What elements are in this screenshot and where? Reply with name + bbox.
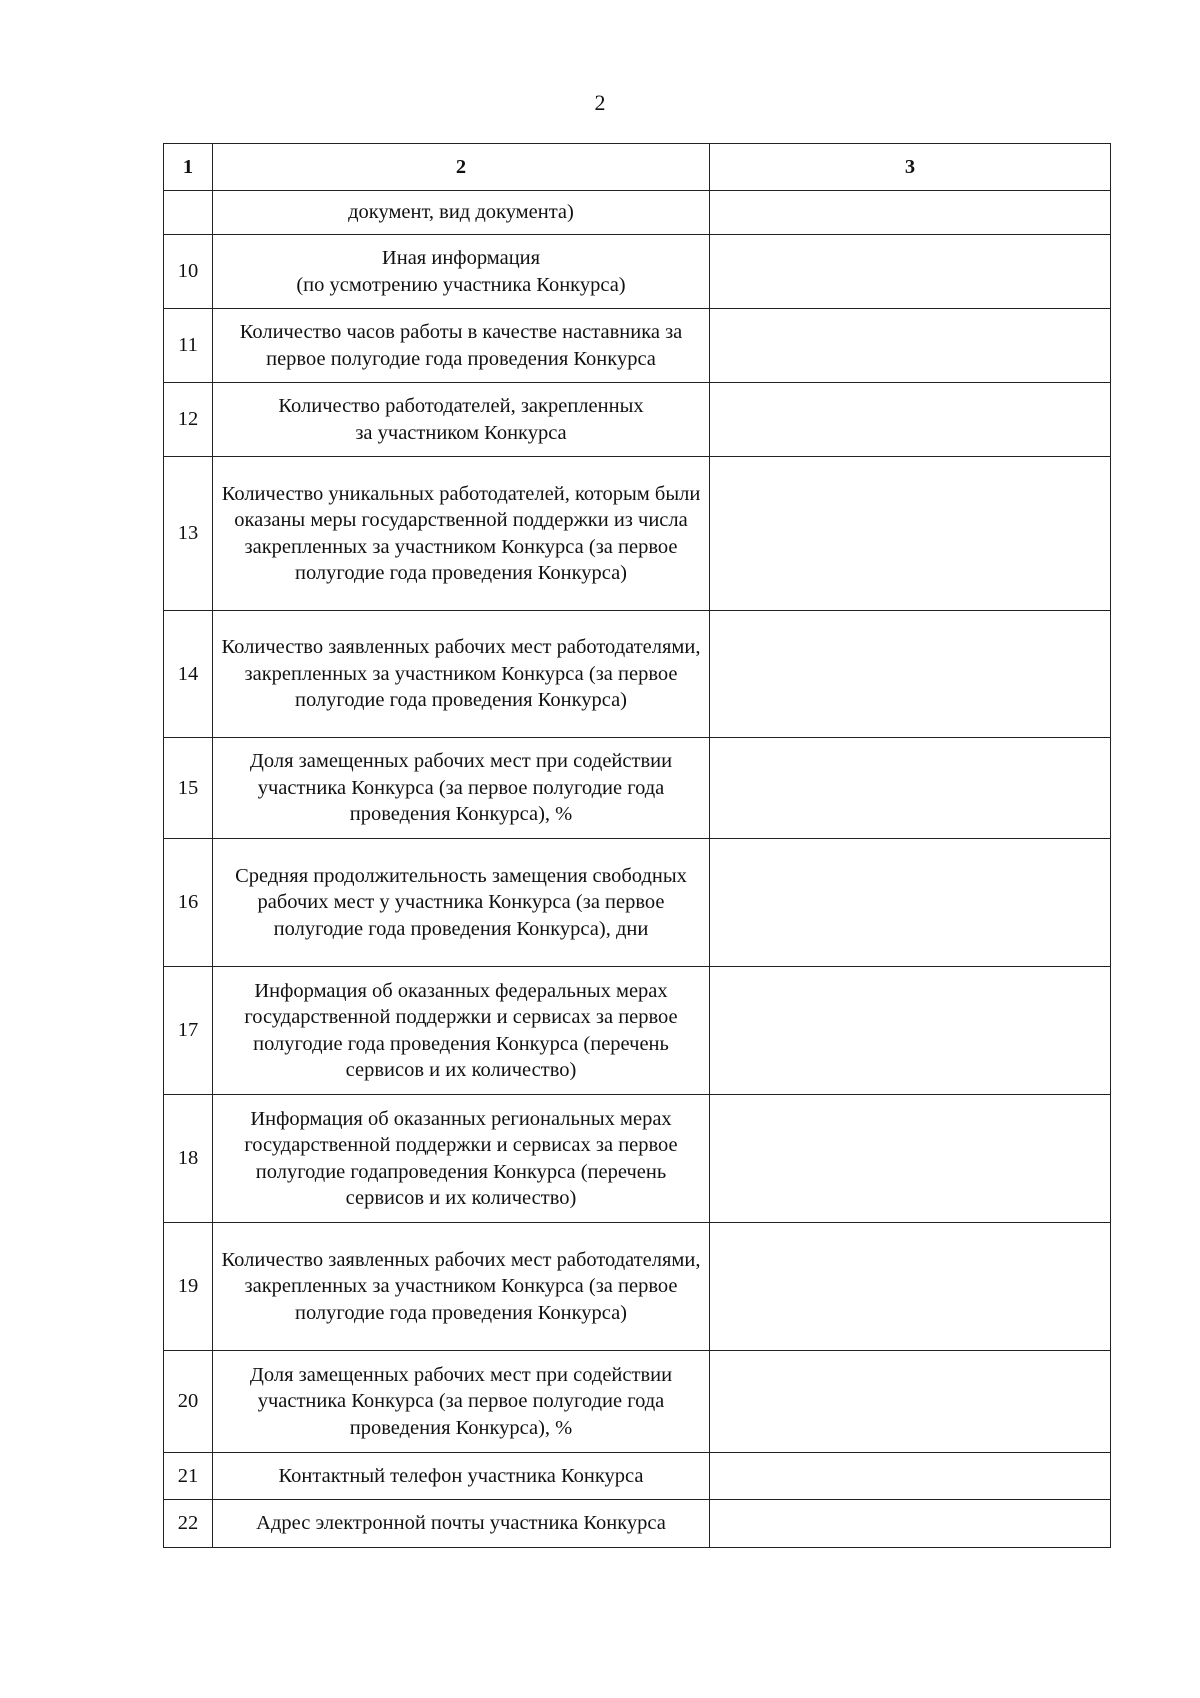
- row-label: Информация об оказанных региональных мерах государственной поддержки и сервисах за первое полугодие годапроведения Конкурса (перечень сервисов и их количество): [213, 1095, 710, 1223]
- row-value-cell[interactable]: [710, 1453, 1111, 1500]
- row-label: Адрес электронной почты участника Конкурса: [213, 1500, 710, 1548]
- row-number: 20: [164, 1351, 213, 1453]
- header-col-2: 2: [213, 144, 710, 191]
- row-number: 13: [164, 457, 213, 611]
- row-value-cell[interactable]: [710, 383, 1111, 457]
- row-number: 17: [164, 967, 213, 1095]
- table-row: [164, 235, 1111, 309]
- row-value-cell[interactable]: [710, 967, 1111, 1095]
- table-row: [164, 1351, 1111, 1453]
- row-value-cell[interactable]: [710, 191, 1111, 235]
- row-value-cell[interactable]: [710, 1500, 1111, 1548]
- row-number: 12: [164, 383, 213, 457]
- row-value-cell[interactable]: [710, 309, 1111, 383]
- row-value-cell[interactable]: [710, 235, 1111, 309]
- page-number: 2: [594, 90, 606, 115]
- row-label: Доля замещенных рабочих мест при содействии участника Конкурса (за первое полугодие года проведения Конкурса), %: [213, 1351, 710, 1453]
- row-number: 18: [164, 1095, 213, 1223]
- row-label: Количество уникальных работодателей, которым были оказаны меры государственной поддержки из числа закрепленных за участником Конкурса (за первое полугодие года проведения Конкурса): [213, 457, 710, 611]
- row-number: 10: [164, 235, 213, 309]
- row-number: 11: [164, 309, 213, 383]
- table-row: [164, 191, 1111, 235]
- row-label: Иная информация (по усмотрению участника Конкурса): [213, 235, 710, 309]
- row-value-cell[interactable]: [710, 457, 1111, 611]
- table-row: [164, 309, 1111, 383]
- table-row: [164, 1223, 1111, 1351]
- row-value-cell[interactable]: [710, 611, 1111, 738]
- table-header-row: [164, 144, 1111, 191]
- row-number: 19: [164, 1223, 213, 1351]
- table-row: [164, 1500, 1111, 1548]
- table-row: [164, 839, 1111, 967]
- row-label: Контактный телефон участника Конкурса: [213, 1453, 710, 1500]
- row-number: 22: [164, 1500, 213, 1548]
- row-label: Количество работодателей, закрепленных за участником Конкурса: [213, 383, 710, 457]
- row-label: документ, вид документа): [213, 191, 710, 235]
- row-value-cell[interactable]: [710, 1223, 1111, 1351]
- row-number: [164, 191, 213, 235]
- table-row: [164, 967, 1111, 1095]
- table-row: [164, 457, 1111, 611]
- row-value-cell[interactable]: [710, 738, 1111, 839]
- row-value-cell[interactable]: [710, 1351, 1111, 1453]
- row-label: Количество заявленных рабочих мест работодателями, закрепленных за участником Конкурса (за первое полугодие года проведения Конкурса): [213, 611, 710, 738]
- row-value-cell[interactable]: [710, 1095, 1111, 1223]
- table-row: [164, 1095, 1111, 1223]
- header-col-1: 1: [164, 144, 213, 191]
- table-row: [164, 1453, 1111, 1500]
- row-number: 14: [164, 611, 213, 738]
- header-col-3: 3: [710, 144, 1111, 191]
- row-number: 15: [164, 738, 213, 839]
- row-value-cell[interactable]: [710, 839, 1111, 967]
- row-label: Количество заявленных рабочих мест работодателями, закрепленных за участником Конкурса (за первое полугодие года проведения Конкурса): [213, 1223, 710, 1351]
- row-number: 16: [164, 839, 213, 967]
- row-label: Средняя продолжительность замещения свободных рабочих мест у участника Конкурса (за первое полугодие года проведения Конкурса), дни: [213, 839, 710, 967]
- row-label: Доля замещенных рабочих мест при содействии участника Конкурса (за первое полугодие года проведения Конкурса), %: [213, 738, 710, 839]
- row-label: Количество часов работы в качестве наставника за первое полугодие года проведения Конкурса: [213, 309, 710, 383]
- application-form-table: [163, 143, 1111, 1548]
- table-row: [164, 611, 1111, 738]
- table-row: [164, 383, 1111, 457]
- row-number: 21: [164, 1453, 213, 1500]
- row-label: Информация об оказанных федеральных мерах государственной поддержки и сервисах за первое полугодие года проведения Конкурса (перечень сервисов и их количество): [213, 967, 710, 1095]
- table-row: [164, 738, 1111, 839]
